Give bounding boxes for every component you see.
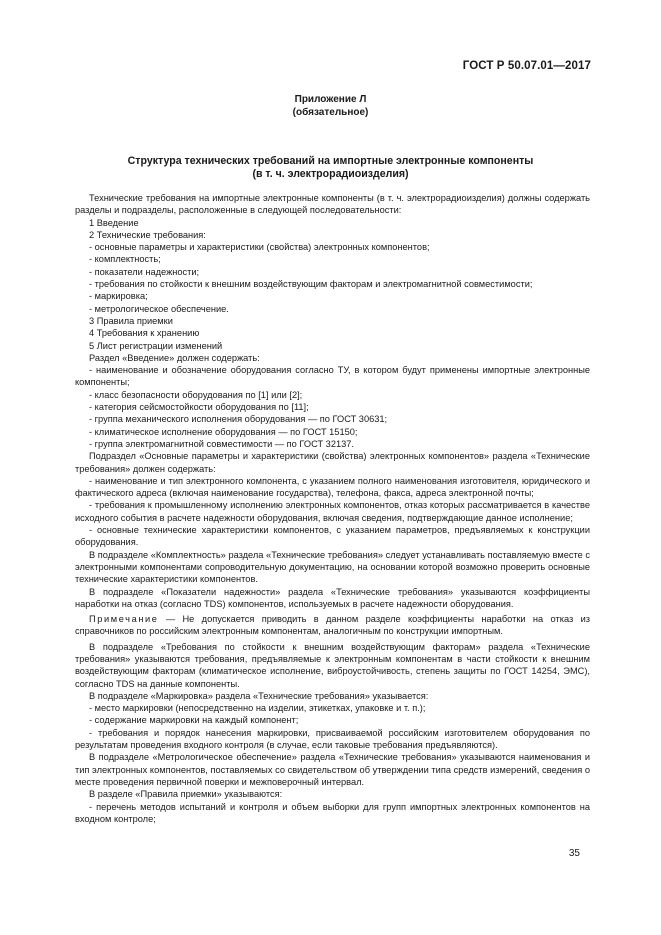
page-number: 35	[568, 848, 580, 859]
paragraph: В подразделе «Показатели надежности» раздела «Технические требования» указываются коэффициенты наработки на отказ (согласно TDS) компонентов, используемых в расчете надежности оборудования.	[75, 586, 590, 609]
section-title-line2: (в т. ч. электрорадиоизделия)	[252, 168, 409, 180]
appendix-label: Приложение Л	[294, 94, 367, 105]
list-item: - место маркировки (непосредственно на изделии, этикетках, упаковке и т. п.);	[89, 703, 426, 714]
list-item: - климатическое исполнение оборудования — по ГОСТ 15150;	[89, 426, 358, 437]
body-text	[75, 192, 590, 825]
list-item: 1 Введение	[89, 217, 139, 228]
paragraph: В разделе «Правила приемки» указываются:	[89, 789, 283, 800]
standard-code-header: ГОСТ Р 50.07.01—2017	[462, 60, 591, 72]
list-item: - наименование и обозначение оборудования согласно ТУ, в котором будут применены импортные электронные компоненты;	[75, 365, 590, 388]
list-item: - требования и порядок нанесения маркировки, присваиваемой российским изготовителем оборудования по результатам проведения входного контроля (в случае, если таковые требования предъявляются).	[75, 727, 590, 751]
list-item: - метрологическое обеспечение.	[89, 303, 229, 314]
list-item: - требования к промышленному исполнению электронных компонентов, отказ которых рассматривается в качестве исходного события в расчете надежности оборудования, включая сведения, подтверждающие данное исполнение;	[75, 500, 590, 523]
list-item: - основные параметры и характеристики (свойства) электронных компонентов;	[89, 242, 430, 253]
note-paragraph	[75, 613, 590, 638]
list-item: - наименование и тип электронного компонента, с указанием полного наименования изготовителя, юридического и фактического адреса (включая наименование государства), телефона, факса, адреса электронной почты;	[75, 475, 590, 499]
list-item: - класс безопасности оборудования по [1] или [2];	[89, 389, 303, 400]
list-item: - комплектность;	[89, 254, 161, 265]
list-item: 5 Лист регистрации изменений	[89, 340, 223, 351]
list-item: - перечень методов испытаний и контроля и объем выборки для групп импортных электронных компонентов на входном контроле;	[75, 801, 590, 824]
list-item: - группа электромагнитной совместимости — по ГОСТ 32137.	[89, 438, 354, 449]
list-item: - категория сейсмостойкости оборудования по [11];	[89, 402, 309, 413]
list-item: - маркировка;	[89, 291, 148, 302]
paragraph: Технические требования на импортные электронные компоненты (в т. ч. электрорадиоизделия) должны содержать разделы и подразделы, расположенные в следующей последовательности:	[75, 193, 590, 216]
paragraph: Подраздел «Основные параметры и характеристики (свойства) электронных компонентов» раздела «Технические требования» должен содержать:	[75, 451, 590, 474]
paragraph: В подразделе «Комплектность» раздела «Технические требования» следует устанавливать поставляемую вместе с электронными компонентами сопроводительную документацию, на основании которой возможно проверить основные технические характеристики компонентов.	[75, 549, 590, 585]
note-text: — Не допускается приводить в данном разделе коэффициенты наработки на отказ из справочников по российским электронным компонентам, аналогичным по конструкции импортным.	[75, 614, 590, 637]
list-item: - показатели надежности;	[89, 266, 200, 277]
paragraph: В подразделе «Требования по стойкости к внешним воздействующим факторам» раздела «Технические требования» указываются требования, предъявляемые к электронным компонентам в части стойкости к внешним воздействующим факторам (климатическое исполнение, виброустойчивость, степень защиты по ГОСТ 14254, ЭМС), согласно TDS на данные компоненты.	[75, 641, 590, 689]
list-item: 2 Технические требования:	[89, 229, 206, 240]
section-title-line1: Структура технических требований на импортные электронные компоненты	[127, 155, 534, 167]
list-item: - группа механического исполнения оборудования — по ГОСТ 30631;	[89, 414, 388, 425]
paragraph: В подразделе «Маркировка» раздела «Технические требования» указывается:	[89, 690, 429, 701]
list-item: 4 Требования к хранению	[89, 328, 200, 339]
list-item: - основные технические характеристики компонентов, с указанием параметров, предъявляемых к конструкции оборудования.	[75, 525, 590, 548]
note-label: Примечание	[89, 614, 159, 625]
list-item: - требования по стойкости к внешним воздействующим факторам и электромагнитной совместимости;	[89, 279, 533, 290]
paragraph: В подразделе «Метрологическое обеспечение» раздела «Технические требования» указываются наименования и тип электронных компонентов, поставляемых со свидетельством об утверждении типа средств измерений, сведения о месте проведения первичной поверки и межповерочный интервал.	[75, 752, 590, 787]
list-item: 3 Правила приемки	[89, 315, 173, 326]
paragraph: Раздел «Введение» должен содержать:	[89, 352, 260, 363]
list-item: - содержание маркировки на каждый компонент;	[89, 715, 299, 726]
appendix-status: (обязательное)	[292, 107, 369, 118]
